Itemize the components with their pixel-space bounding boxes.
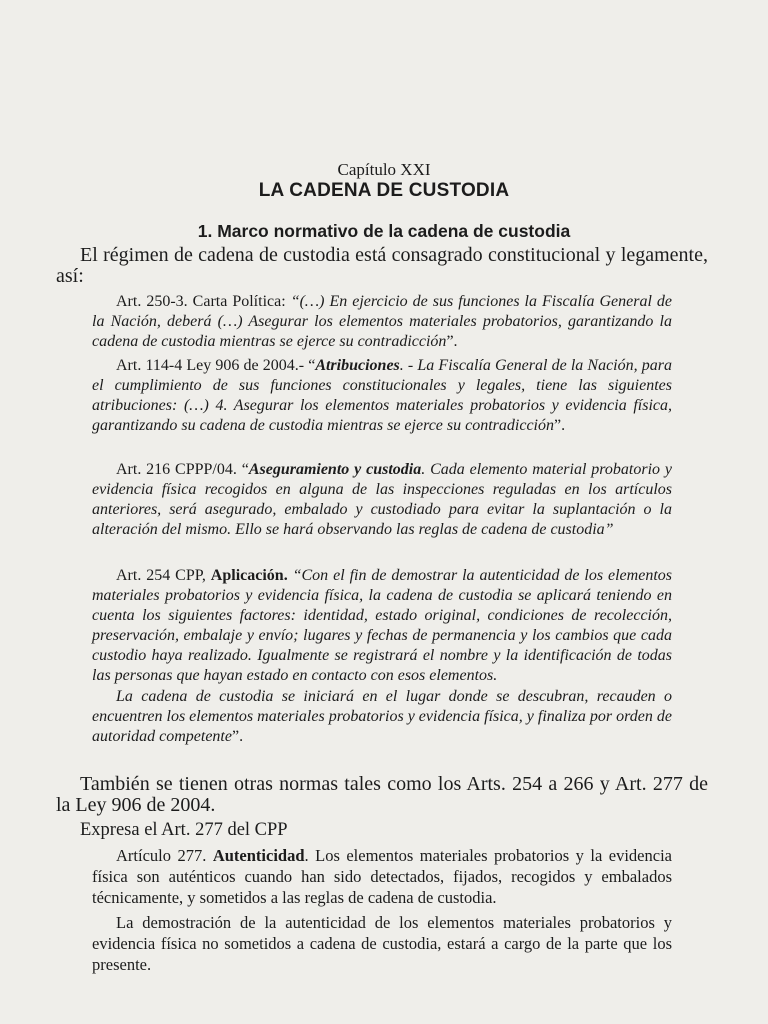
article-277-heading: Autenticidad [212, 846, 305, 865]
intro-paragraph [56, 245, 708, 287]
also-paragraph [56, 774, 708, 816]
article-254-text-2: La cadena de custodia se iniciará en el lugar donde se descubran, recauden o encuentren los elementos materiales probatorios y evidencia física, y finaliza por orden de autoridad competente [92, 688, 672, 745]
article-216-text: . Cada elemento material probatorio y evidencia física recogidos en alguna de las inspecciones reguladas en los artículos anteriores, será asegurado, embalado y custodiado para evitar la suplantación o la alteración del mismo. Ello se hará observando las reglas de cadena de custodia” [92, 461, 672, 538]
article-250-quote [92, 292, 672, 352]
article-254-heading: Aplicación. [210, 567, 288, 584]
article-216-ref: Art. 216 CPPP/04. “ [116, 461, 249, 478]
article-277-block [92, 845, 672, 975]
article-277-text: . Los elementos materiales probatorios y la evidencia física son auténticos cuando han sido detectados, fijados, recogidos y embalados técnicamente, y sometidos a las reglas de cadena de custodia. [92, 846, 672, 907]
article-254-ref: Art. 254 CPP, [116, 567, 211, 584]
article-114-ref: Art. 114-4 Ley 906 de 2004.- “ [116, 357, 316, 374]
chapter-number: Capítulo XXI [337, 160, 431, 179]
article-114-heading: Atribuciones [315, 357, 400, 374]
article-277-text-2: La demostración de la autenticidad de los elementos materiales probatorios y evidencia física no sometidos a cadena de custodia, estará a cargo de la parte que los presente. [92, 913, 672, 974]
article-114-text: . - La Fiscalía General de la Nación, para el cumplimiento de sus funciones constitucionales y legales, tiene las siguientes atribuciones: (…) 4. Asegurar los elementos materiales probatorios y evidencia física, garantizando su cadena de custodia mientras se ejerce su contradicción [92, 357, 672, 434]
article-114-quote [92, 356, 672, 436]
intro-text: El régimen de cadena de custodia está consagrado constitucional y legamente, así: [56, 244, 708, 287]
article-254-end: ”. [231, 728, 244, 745]
article-250-text: “(…) En ejercicio de sus funciones la Fiscalía General de la Nación, deberá (…) Asegurar los elementos materiales probatorios, garantizando la cadena de custodia mientras se ejerce su contradicción [92, 293, 673, 350]
expresa-text: Expresa el Art. 277 del CPP [80, 820, 288, 840]
article-254-text: “Con el fin de demostrar la autenticidad de los elementos materiales probatorios y evidencia física, la cadena de custodia se aplicará teniendo en cuenta los siguientes factores: identidad, estado original, condiciones de recolección, preservación, embalaje y envío; lugares y fechas de permanencia y los cambios que cada custodio haya realizado. Igualmente se registrará el nombre y la identificación de todas las personas que hayan estado en contacto con esos elementos. [92, 567, 672, 684]
expresa-line [80, 820, 700, 841]
article-277-ref: Artículo 277. [116, 846, 213, 865]
article-250-ref: Art. 250-3. Carta Política: [116, 293, 291, 310]
article-250-end: ”. [446, 333, 458, 350]
section-heading: 1. Marco normativo de la cadena de custodia [197, 221, 571, 241]
article-216-quote [92, 460, 672, 540]
article-216-heading: Aseguramiento y custodia [248, 461, 422, 478]
also-text: También se tienen otras normas tales como los Arts. 254 a 266 y Art. 277 de la Ley 906 de 2004. [56, 773, 708, 816]
article-254-quote [92, 566, 672, 747]
article-114-end: ”. [554, 417, 566, 434]
chapter-title: LA CADENA DE CUSTODIA [258, 180, 510, 201]
